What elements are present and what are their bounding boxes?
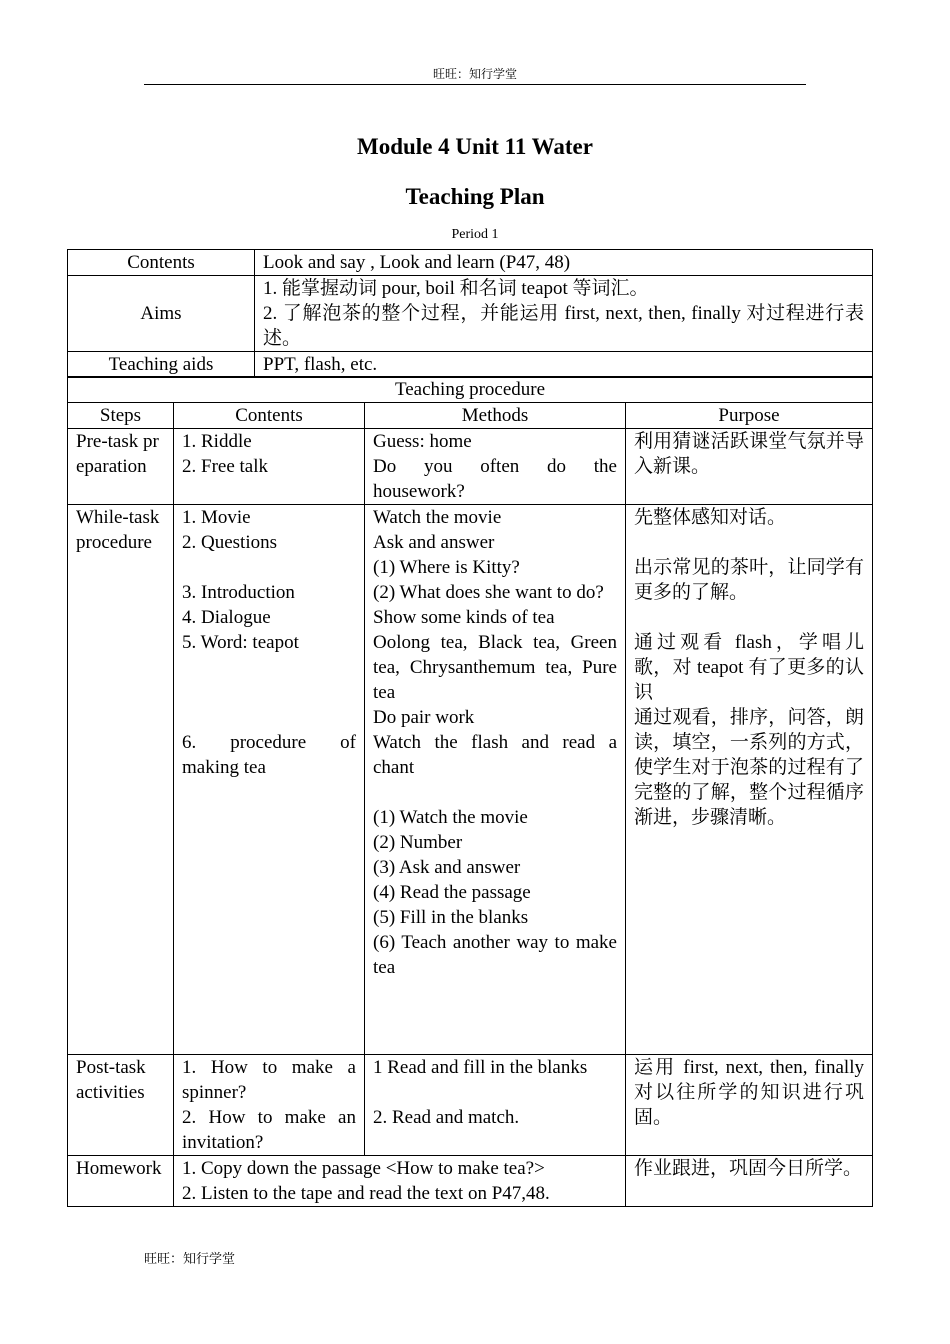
- method-item: Ask and answer: [373, 532, 495, 553]
- content-item: 2. Free talk: [182, 456, 269, 477]
- aim-item: 1. 能掌握动词 pour, boil 和名词 teapot 等词汇。: [263, 278, 649, 299]
- document-title: Module 4 Unit 11 Water: [357, 134, 593, 159]
- document-subtitle: Teaching Plan: [405, 184, 545, 209]
- contents-cell: [174, 1055, 365, 1156]
- contents-cell: [174, 429, 365, 505]
- method-item: Watch the flash and read a chant: [373, 732, 617, 778]
- while-task-row: [68, 505, 873, 1055]
- content-item: 1. How to make a spinner?: [182, 1057, 356, 1103]
- purpose-cell: 作业跟进，巩固今日所学。: [626, 1156, 873, 1207]
- homework-row: [68, 1156, 873, 1207]
- aims-label: Aims: [68, 276, 255, 352]
- methods-cell: [365, 505, 626, 1055]
- pre-task-row: [68, 429, 873, 505]
- method-item: Do you often do the housework?: [373, 456, 617, 502]
- post-task-row: [68, 1055, 873, 1156]
- purpose-item: 先整体感知对话。: [634, 507, 787, 528]
- column-header: Contents: [174, 403, 365, 429]
- purpose-cell: [626, 505, 873, 1055]
- page-header: 旺旺：知行学堂: [144, 64, 806, 85]
- method-item: (5) Fill in the blanks: [373, 907, 529, 928]
- method-item: Do pair work: [373, 707, 475, 728]
- method-item: Oolong tea, Black tea, Green tea, Chrysanthemum tea, Pure tea: [373, 632, 617, 703]
- step-cell: Homework: [68, 1156, 174, 1207]
- column-header: Purpose: [626, 403, 873, 429]
- method-item: (2) Number: [373, 832, 463, 853]
- content-item: 1. Riddle: [182, 431, 252, 452]
- purpose-cell: 利用猜谜活跃课堂气氛并导入新课。: [626, 429, 873, 505]
- aims-value: [255, 276, 873, 352]
- methods-cell: [365, 1055, 626, 1156]
- aids-value: PPT, flash, etc.: [255, 352, 873, 378]
- info-table: [67, 249, 873, 378]
- period-label: Period 1: [451, 227, 499, 242]
- method-item: 2. Read and match.: [373, 1107, 520, 1128]
- purpose-item: 通过观看 flash，学唱儿歌，对 teapot 有了更多的认识: [634, 632, 864, 703]
- contents-label: Contents: [68, 250, 255, 276]
- step-cell: While-task procedure: [68, 505, 174, 1055]
- aims-row: [68, 276, 873, 352]
- column-header: Methods: [365, 403, 626, 429]
- content-item: 6. procedure of making tea: [182, 732, 356, 778]
- method-item: (1) Where is Kitty?: [373, 557, 520, 578]
- step-cell: Post-task activities: [68, 1055, 174, 1156]
- content-item: 2. Listen to the tape and read the text on P47,48.: [182, 1183, 550, 1204]
- purpose-item: 出示常见的茶叶，让同学有更多的了解。: [634, 557, 864, 603]
- method-item: (4) Read the passage: [373, 882, 531, 903]
- method-item: Watch the movie: [373, 507, 502, 528]
- purpose-cell: 运用 first, next, then, finally 对以往所学的知识进行巩固。: [626, 1055, 873, 1156]
- content-item: 5. Word: teapot: [182, 632, 299, 653]
- method-item: 1 Read and fill in the blanks: [373, 1057, 588, 1078]
- column-header: Steps: [68, 403, 174, 429]
- method-item: (3) Ask and answer: [373, 857, 521, 878]
- aids-label: Teaching aids: [68, 352, 255, 378]
- contents-cell: [174, 505, 365, 1055]
- content-item: 1. Movie: [182, 507, 251, 528]
- contents-value: Look and say , Look and learn (P47, 48): [255, 250, 873, 276]
- content-item: 2. How to make an invitation?: [182, 1107, 356, 1153]
- methods-cell: [365, 429, 626, 505]
- aids-row: [68, 352, 873, 378]
- content-item: 2. Questions: [182, 532, 277, 553]
- step-cell: Pre-task preparation: [68, 429, 174, 505]
- method-item: (1) Watch the movie: [373, 807, 528, 828]
- contents-cell: [174, 1156, 626, 1207]
- procedure-table: [67, 376, 873, 1207]
- contents-row: [68, 250, 873, 276]
- content-item: 1. Copy down the passage <How to make tea?>: [182, 1158, 545, 1179]
- content-item: 4. Dialogue: [182, 607, 271, 628]
- header-row: [68, 403, 873, 429]
- method-item: (2) What does she want to do?: [373, 582, 604, 603]
- method-item: (6) Teach another way to make tea: [373, 932, 617, 978]
- page-footer: 旺旺：知行学堂: [144, 1251, 236, 1266]
- purpose-item: 通过观看，排序，问答，朗读，填空，一系列的方式，使学生对于泡茶的过程有了完整的了解，整个过程循序渐进，步骤清晰。: [634, 707, 864, 828]
- procedure-title: Teaching procedure: [68, 377, 873, 403]
- content-item: 3. Introduction: [182, 582, 295, 603]
- method-item: Show some kinds of tea: [373, 607, 555, 628]
- method-item: Guess: home: [373, 431, 472, 452]
- aim-item: 2. 了解泡茶的整个过程，并能运用 first, next, then, finally 对过程进行表述。: [263, 303, 864, 349]
